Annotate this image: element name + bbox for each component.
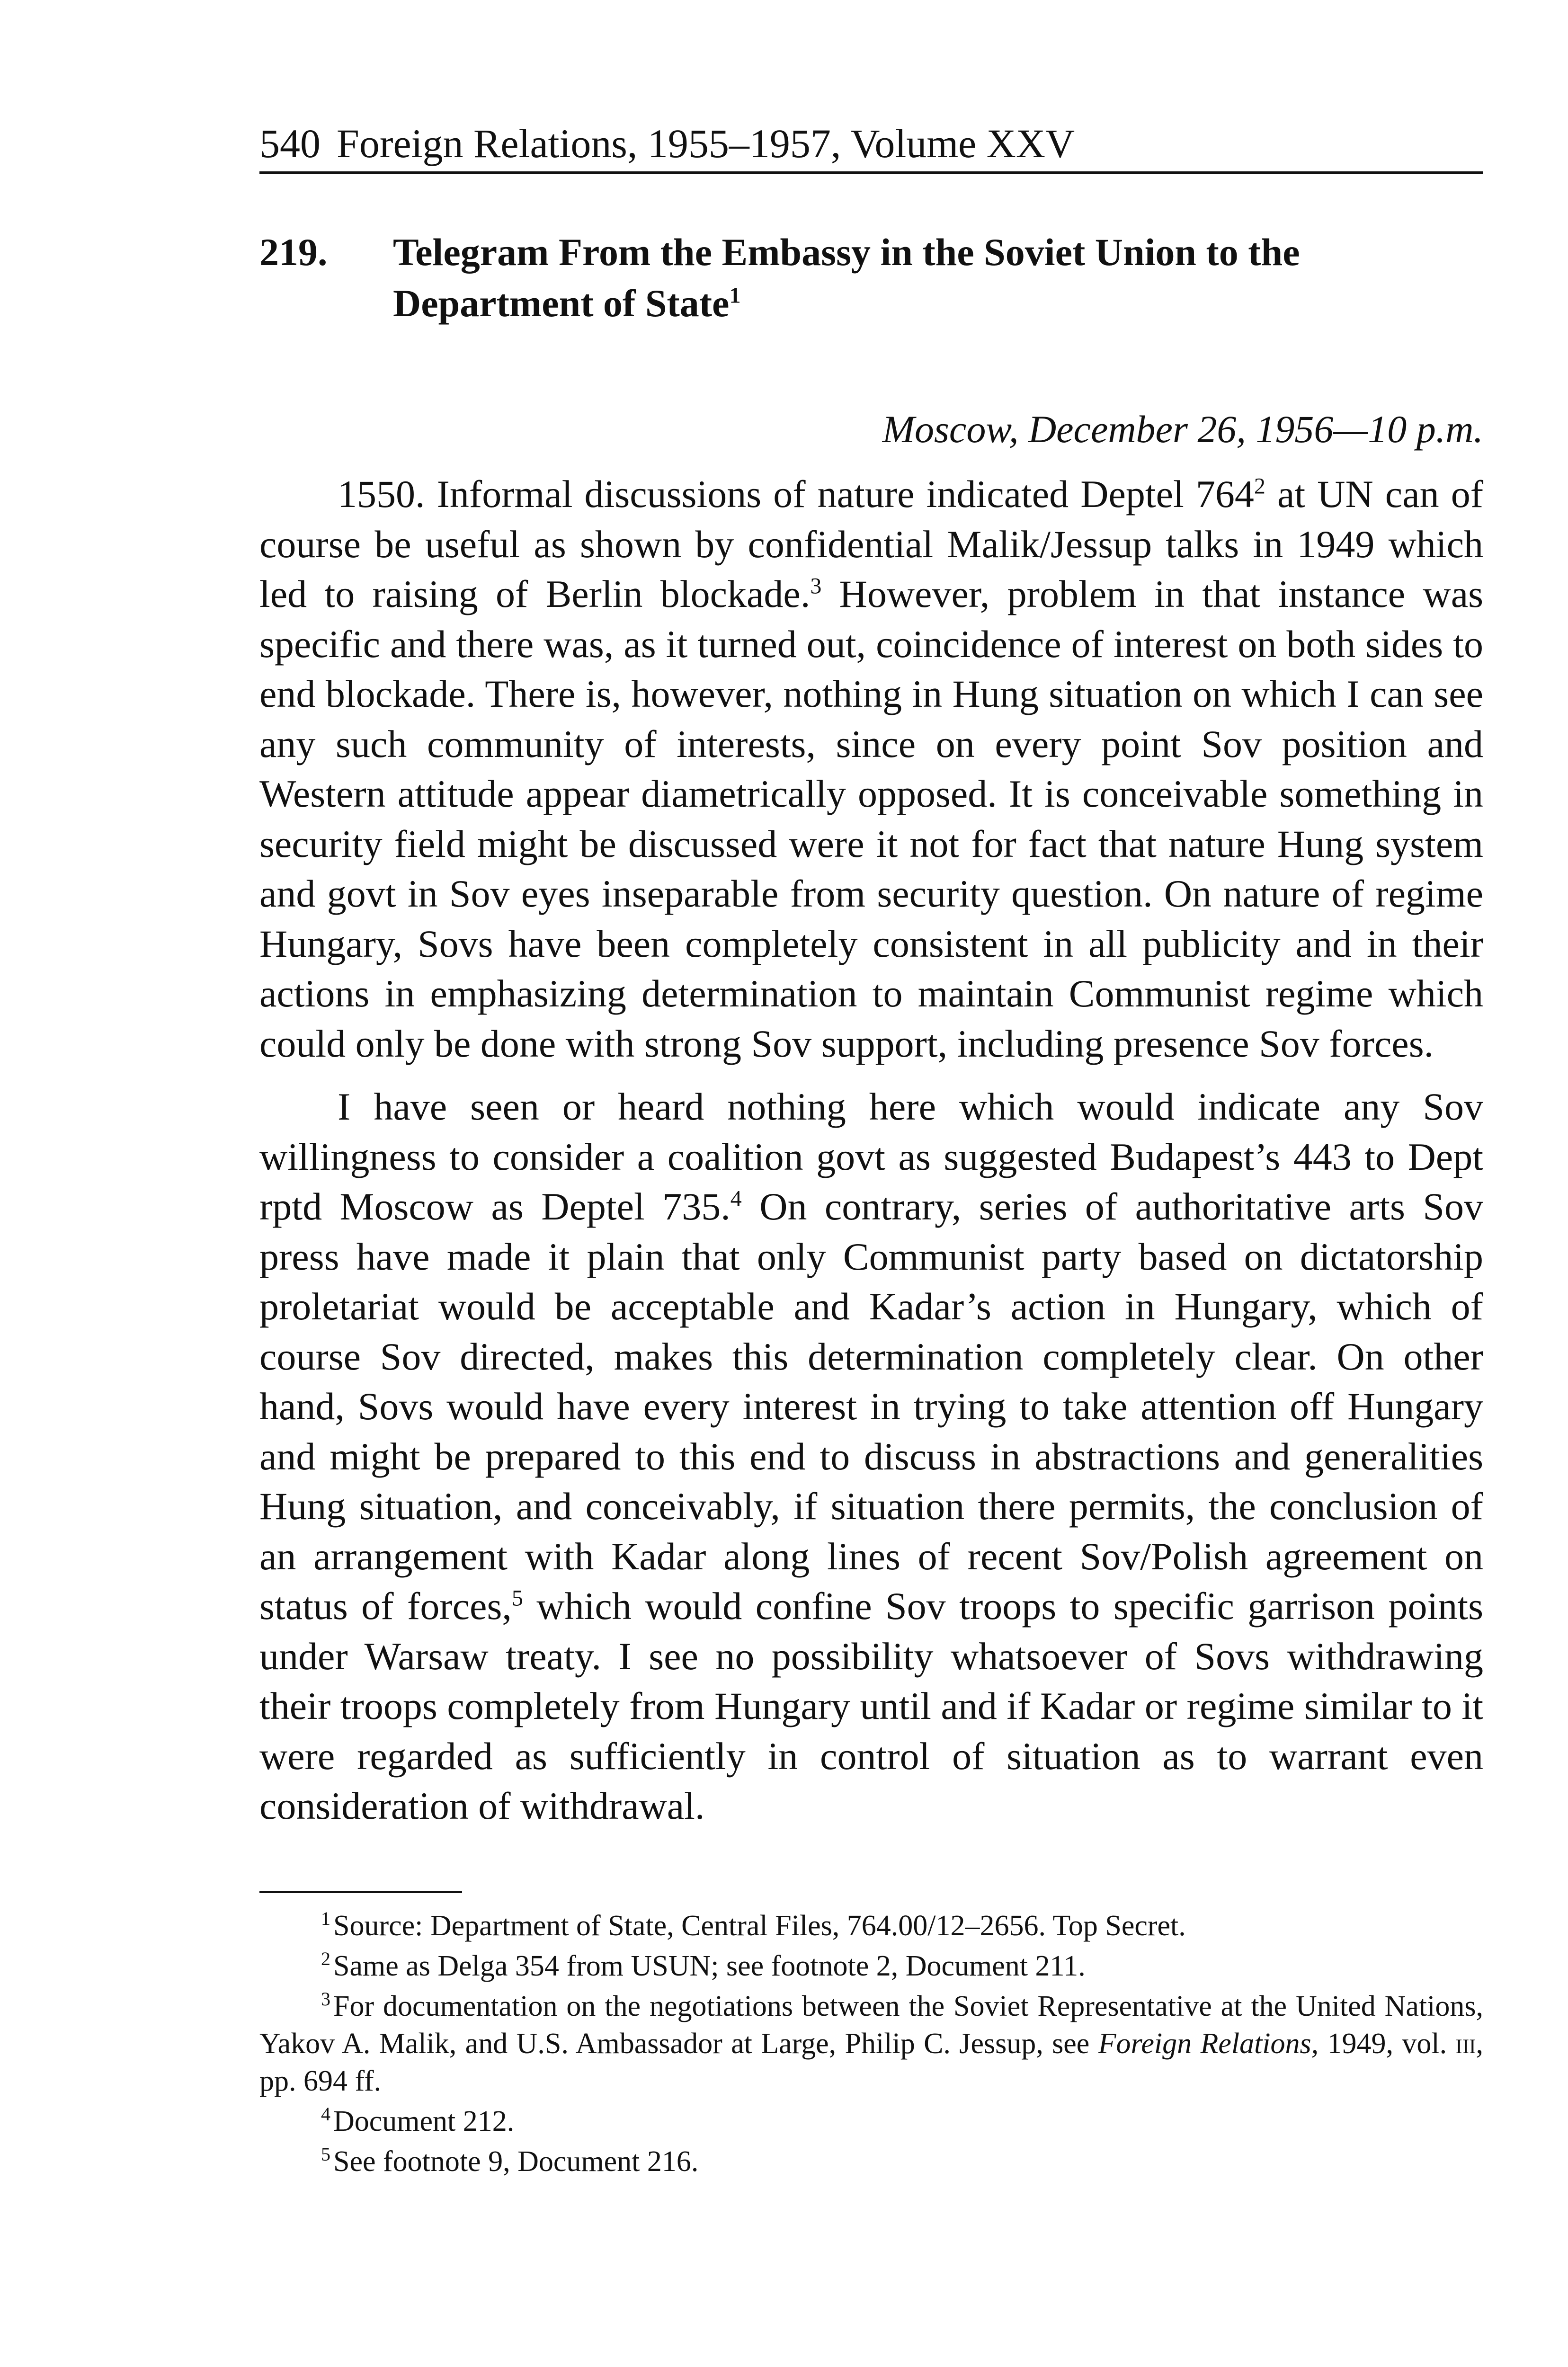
body-text: at UN can of course be useful as shown by confidential Malik/Jessup talks in 1949 which led to raising of Berlin blockade. <box>259 472 1483 615</box>
footnote-5 <box>259 2143 1483 2180</box>
document-heading <box>259 227 1483 329</box>
footnote-citation-title: Foreign Relations, <box>1098 2027 1319 2060</box>
footnote-1 <box>259 1907 1483 1945</box>
footnote-text: , pp. 694 ff. <box>259 2027 1484 2097</box>
body-text: I have seen or heard nothing here which would indicate any Sov willingness to consider a coalition govt as suggested Budapest’s 443 to Dept rptd Moscow as Deptel 735. <box>259 1085 1483 1228</box>
body-text: 1550. Informal discussions of nature indicated Deptel 764 <box>338 472 1254 516</box>
footnote-ref-1[interactable]: 1 <box>729 283 741 308</box>
footnote-ref-2[interactable]: 2 <box>1254 473 1265 499</box>
footnote-mark: 3 <box>321 1988 330 2010</box>
footnote-text: 1949, vol. <box>1319 2027 1456 2060</box>
footnotes <box>259 1907 1483 2180</box>
body-paragraph-1 <box>259 469 1483 1068</box>
footnote-mark: 1 <box>321 1907 330 1929</box>
footnote-text: Document 212. <box>333 2105 515 2137</box>
document-title-text: Telegram From the Embassy in the Soviet Union to the Department of State <box>393 231 1300 325</box>
running-head-title: Foreign Relations, 1955–1957, Volume XXV <box>337 121 1075 166</box>
footnote-volume: iii <box>1455 2027 1476 2060</box>
footnote-ref-4[interactable]: 4 <box>730 1186 742 1211</box>
footnote-text: See footnote 9, Document 216. <box>333 2145 699 2178</box>
footnote-2 <box>259 1948 1483 1985</box>
footnote-divider <box>259 1891 462 1893</box>
footnote-4 <box>259 2103 1483 2140</box>
footnote-mark: 2 <box>321 1948 330 1969</box>
document-number: 219. <box>259 231 328 274</box>
page-number: 540 <box>259 121 321 166</box>
dateline: Moscow, December 26, 1956—10 p.m. <box>882 408 1483 451</box>
footnote-mark: 4 <box>321 2103 330 2125</box>
footnote-text: Source: Department of State, Central Files, 764.00/12–2656. Top Secret. <box>333 1909 1186 1942</box>
page <box>259 123 1483 2183</box>
footnote-ref-3[interactable]: 3 <box>810 573 822 599</box>
footnote-ref-5[interactable]: 5 <box>511 1585 523 1611</box>
running-head <box>259 123 1483 174</box>
document-title <box>393 227 1483 329</box>
footnote-mark: 5 <box>321 2143 330 2165</box>
body-paragraph-2 <box>259 1082 1483 1831</box>
footnote-text: Same as Delga 354 from USUN; see footnote 2, Document 211. <box>333 1949 1086 1982</box>
body-text: On contrary, series of authoritative arts Sov press have made it plain that only Communist party based on dictatorship proletariat would be acceptable and Kadar’s action in Hungary, which of course Sov directed, makes this determination completely clear. On other hand, Sovs would have every interest in trying to take attention off Hungary and might be prepared to this end to discuss in abstractions and generalities Hung situation, and conceivably, if situation there permits, the conclusion of an arrangement with Kadar along lines of recent Sov/Polish agreement on status of forces, <box>259 1185 1483 1628</box>
footnote-text: For documentation on the negotiations between the Soviet Representative at the United Nations, Yakov A. Malik, and U.S. Ambassador at Large, Philip C. Jessup, see <box>259 1990 1483 2060</box>
body-text: However, problem in that instance was specific and there was, as it turned out, coincidence of interest on both sides to end blockade. There is, however, nothing in Hung situation on which I can see any such community of interests, since on every point Sov position and Western attitude appear diametrically opposed. It is conceivable something in security field might be discussed were it not for fact that nature Hung system and govt in Sov eyes inseparable from security question. On nature of regime Hungary, Sovs have been completely consistent in all publicity and in their actions in emphasizing determination to maintain Communist regime which could only be done with strong Sov support, including presence Sov forces. <box>259 572 1484 1065</box>
footnote-3 <box>259 1988 1483 2100</box>
body-text: which would confine Sov troops to specific garrison points under Warsaw treaty. I see no possibility whatsoever of Sovs withdrawing their troops completely from Hungary until and if Kadar or regime similar to it were regarded as sufficiently in control of situation as to warrant even consideration of withdrawal. <box>259 1584 1484 1827</box>
